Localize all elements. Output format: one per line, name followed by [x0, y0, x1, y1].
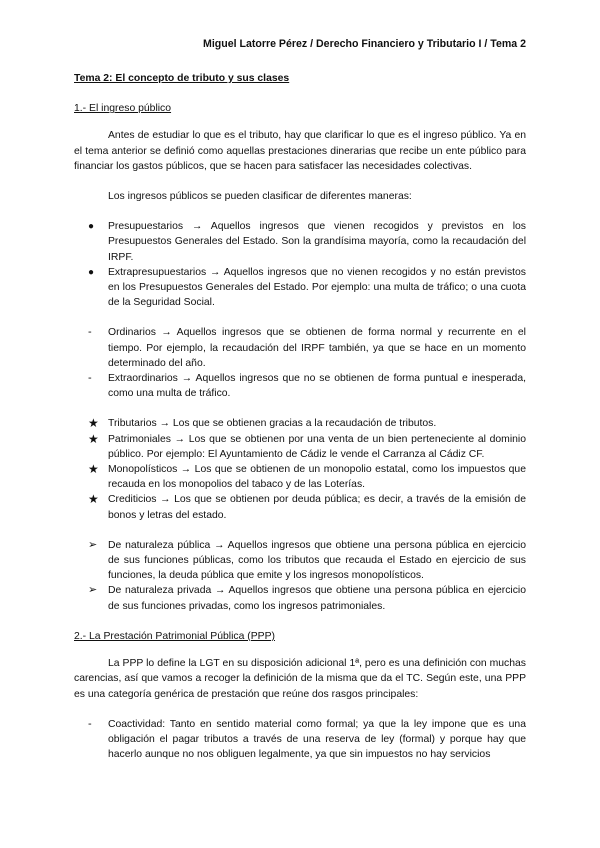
list-item — [74, 265, 526, 311]
arrow-icon: ➢ — [88, 584, 98, 597]
star-icon: ★ — [88, 462, 99, 477]
list-item-text: Coactividad: Tanto en sentido material como formal; ya que la ley impone que es una obligación el pagar tributos a través de una reserva de ley (formal) y porque hay que hacerlo aunque no nos obliguen legalmente, ya que sin impuestos no hay servicios — [108, 718, 526, 761]
arrow-icon: ➢ — [88, 538, 98, 551]
star-icon: ★ — [88, 416, 99, 431]
list-item — [74, 325, 526, 371]
list-item-text: Monopolísticos → Los que se obtienen de un monopolio estatal, como los impuestos que recauda en los monopolios del tabaco y de las Loterías. — [108, 464, 526, 491]
paragraph: La PPP lo define la LGT en su disposición adicional 1ª, pero es una definición con muchas carencias, así que vamos a recoger la definición de la misma que da el TC. Según este, una PPP es una categoría genérica de prestación que reúne dos rasgos principales: — [74, 658, 526, 700]
star-icon: ★ — [88, 431, 99, 446]
list-item-text: Ordinarios → Aquellos ingresos que se obtienen de forma normal y recurrente en el tiempo. Por ejemplo, la recaudación del IRPF también, ya que se hace en un momento determinado del año. — [108, 327, 526, 369]
arrow-list — [74, 538, 526, 614]
bullet-icon: ● — [88, 221, 95, 233]
list-item — [74, 538, 526, 584]
list-item-text: Patrimoniales → Los que se obtienen por una venta de un bien perteneciente al dominio público. Por ejemplo: El Ayuntamiento de Cádiz le vende el Carranza al Cádiz CF. — [108, 433, 526, 460]
star-list — [74, 416, 526, 522]
document-title: Tema 2: El concepto de tributo y sus clases — [74, 73, 290, 84]
section-heading-1: 1.- El ingreso público — [74, 103, 172, 115]
list-item-text: De naturaleza pública → Aquellos ingresos que obtiene una persona pública en ejercicio de sus funciones públicas, como los tributos que recauda el Estado en ejercicio de sus funciones, la deuda pública que emite y los ingresos monopolísticos. — [108, 539, 526, 582]
list-item-text: Extraordinarios → Aquellos ingresos que no se obtienen de forma puntual e inesperada, como una multa de tráfico. — [108, 373, 526, 400]
list-item — [74, 219, 526, 265]
dash-list — [74, 325, 526, 401]
list-item — [74, 462, 526, 492]
page-header: Miguel Latorre Pérez / Derecho Financiero y Tributario I / Tema 2 — [203, 38, 526, 50]
star-icon: ★ — [88, 492, 99, 507]
list-item-text: Presupuestarios → Aquellos ingresos que vienen recogidos y previstos en los Presupuestos Generales del Estado. Son la grandísima mayoría, como la recaudación del IRPF. — [108, 221, 526, 263]
dash-icon: - — [88, 717, 92, 730]
list-item — [74, 717, 526, 763]
list-item — [74, 583, 526, 613]
list-item — [74, 416, 526, 431]
document-body — [74, 71, 526, 777]
bullet-icon: ● — [88, 266, 95, 278]
dash-icon: - — [88, 372, 92, 385]
paragraph: Los ingresos públicos se pueden clasificar de diferentes maneras: — [108, 191, 412, 203]
bullet-list — [74, 219, 526, 310]
list-item-text: De naturaleza privada → Aquellos ingresos que obtiene una persona pública en ejercicio de sus funciones privadas, como los ingresos patrimoniales. — [108, 585, 526, 612]
list-item — [74, 432, 526, 462]
paragraph: Antes de estudiar lo que es el tributo, hay que clarificar lo que es el ingreso público. Ya en el tema anterior se definió como aquellas prestaciones dinerarias que recibe un ente público para financiar los gastos públicos, que se hacen para satisfacer las necesidades colectivas. — [74, 130, 526, 172]
dash-icon: - — [88, 326, 92, 339]
list-item-text: Tributarios → Los que se obtienen gracias a la recaudación de tributos. — [108, 418, 437, 430]
section-heading-2: 2.- La Prestación Patrimonial Pública (PPP) — [74, 630, 275, 642]
list-item-text: Extrapresupuestarios → Aquellos ingresos que no vienen recogidos y no están previstos en los Presupuestos Generales del Estado. Por ejemplo: una multa de tráfico; o una cuota de la Seguridad Social. — [108, 266, 526, 309]
list-item — [74, 371, 526, 401]
dash-list — [74, 717, 526, 763]
list-item — [74, 492, 526, 522]
list-item-text: Crediticios → Los que se obtienen por deuda pública; es decir, a través de la emisión de bonos y letras del estado. — [108, 494, 526, 521]
